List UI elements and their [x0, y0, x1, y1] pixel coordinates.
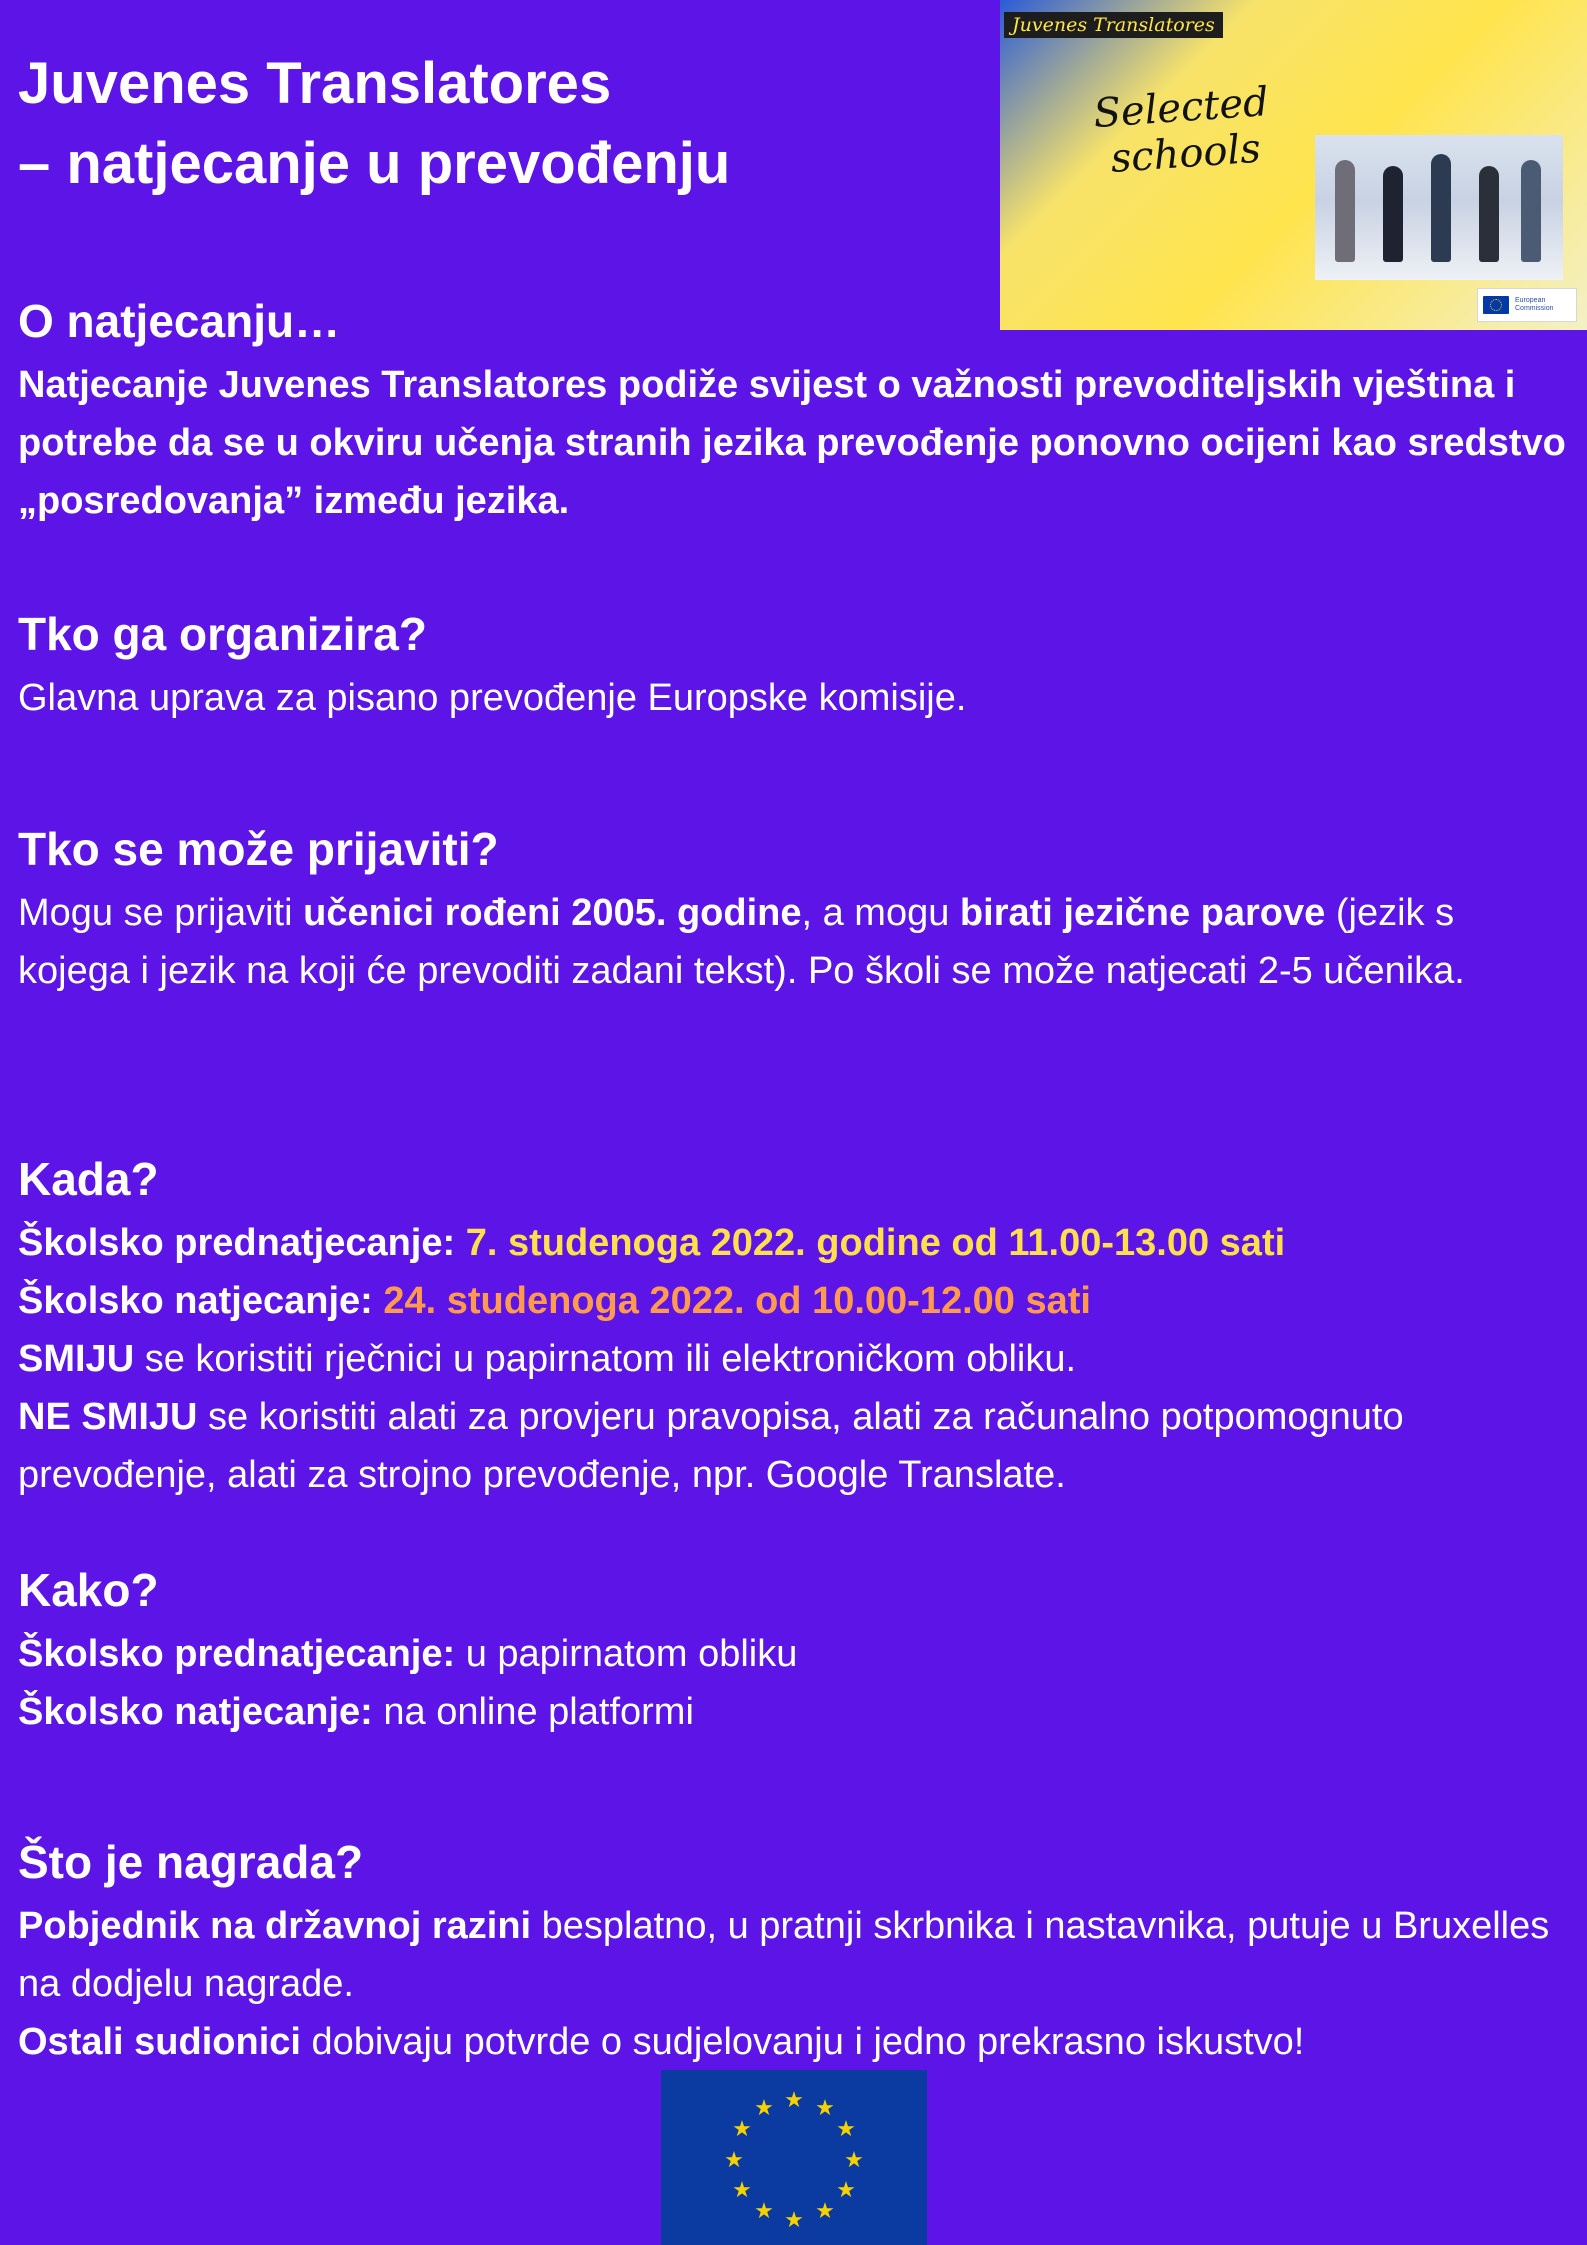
when-prednatjecanje-line	[18, 1214, 1568, 1272]
eu-star-icon: ★	[815, 2095, 835, 2120]
script-line-1: Selected	[1092, 78, 1271, 138]
how-prednatjecanje-label: Školsko prednatjecanje:	[18, 1633, 456, 1675]
when-prednatjecanje-label: Školsko prednatjecanje:	[18, 1222, 456, 1264]
about-text: Natjecanje Juvenes Translatores podiže svijest o važnosti prevoditeljskih vještina i potrebe da se u okviru učenja stranih jezika prevođenje ponovno ocijeni kao sredstvo „posredovanja” između jezika.	[18, 364, 1566, 522]
prize-section	[18, 1833, 1568, 2071]
when-section	[18, 1150, 1568, 1504]
others-line	[18, 2013, 1568, 2071]
organizer-text: Glavna uprava za pisano prevođenje Europske komisije.	[18, 677, 967, 719]
how-natjecanje-text: na online platformi	[372, 1691, 694, 1733]
not-allowed-tools-line	[18, 1388, 1568, 1504]
student-figure	[1521, 160, 1541, 262]
allowed-label: SMIJU	[18, 1338, 135, 1380]
prize-text	[18, 1897, 1568, 2071]
not-allowed-text: se koristiti alati za provjeru pravopisa, alati za računalno potpomognuto prevođenje, alati za strojno prevođenje, npr. Google Translate.	[18, 1396, 1404, 1496]
eligibility-section	[18, 820, 1568, 1000]
eu-star-icon: ★	[732, 2177, 752, 2202]
when-heading: Kada?	[18, 1153, 159, 1205]
student-figure	[1479, 166, 1499, 262]
poster-tag: Juvenes Translatores	[1004, 12, 1223, 38]
how-natjecanje-line	[18, 1683, 1568, 1741]
about-heading: O natjecanju…	[18, 295, 341, 347]
about-section	[18, 292, 1568, 530]
selected-schools-image	[1000, 0, 1587, 330]
eu-star-icon: ★	[836, 2116, 856, 2141]
eligibility-text-part-2: , a mogu	[801, 892, 960, 934]
eu-star-icon: ★	[724, 2147, 744, 2172]
student-figure	[1383, 166, 1403, 262]
eu-star-icon: ★	[784, 2207, 804, 2232]
allowed-tools-line	[18, 1330, 1568, 1388]
organizer-section	[18, 605, 1568, 727]
how-prednatjecanje-line	[18, 1625, 1568, 1683]
how-text	[18, 1625, 1568, 1741]
eligibility-highlight-1: učenici rođeni 2005. godine	[303, 892, 802, 934]
eu-star-icon: ★	[784, 2087, 804, 2112]
eligibility-text-part-1: Mogu se prijaviti	[18, 892, 304, 934]
when-natjecanje-date: 24. studenoga 2022. od 10.00-12.00 sati	[383, 1280, 1091, 1322]
eu-star-icon: ★	[844, 2147, 864, 2172]
student-figure	[1431, 154, 1451, 262]
organizer-heading: Tko ga organizira?	[18, 608, 427, 660]
winner-line	[18, 1897, 1568, 2013]
when-natjecanje-line	[18, 1272, 1568, 1330]
when-natjecanje-label: Školsko natjecanje:	[18, 1280, 373, 1322]
european-commission-text: European Commission	[1515, 297, 1554, 312]
how-natjecanje-label: Školsko natjecanje:	[18, 1691, 373, 1733]
title-line-2: – natjecanje u prevođenju	[18, 131, 731, 196]
page-title	[18, 44, 978, 204]
not-allowed-label: NE SMIJU	[18, 1396, 198, 1438]
eu-star-icon: ★	[815, 2198, 835, 2223]
eligibility-heading: Tko se može prijaviti?	[18, 823, 499, 875]
selected-schools-script	[1092, 79, 1273, 183]
eu-star-icon: ★	[732, 2116, 752, 2141]
eu-star-icon: ★	[754, 2198, 774, 2223]
how-section	[18, 1561, 1568, 1741]
title-line-1: Juvenes Translatores	[18, 51, 612, 116]
eu-star-icon: ★	[754, 2095, 774, 2120]
students-photo	[1315, 135, 1563, 280]
allowed-text: se koristiti rječnici u papirnatom ili elektroničkom obliku.	[134, 1338, 1077, 1380]
prize-heading: Što je nagrada?	[18, 1836, 364, 1888]
winner-text: besplatno, u pratnji skrbnika i nastavnika, putuje u Bruxelles na dodjelu nagrade.	[18, 1905, 1550, 2005]
others-label: Ostali sudionici	[18, 2021, 301, 2063]
when-prednatjecanje-date: 7. studenoga 2022. godine od 11.00-13.00 sati	[465, 1222, 1286, 1264]
student-figure	[1335, 160, 1355, 262]
how-prednatjecanje-text: u papirnatom obliku	[455, 1633, 798, 1675]
eu-flag-icon	[661, 2070, 927, 2245]
when-text	[18, 1214, 1568, 1504]
eligibility-highlight-2: birati jezične parove	[959, 892, 1326, 934]
winner-label: Pobjednik na državnoj razini	[18, 1905, 532, 1947]
eligibility-text	[18, 884, 1568, 1000]
eu-star-icon: ★	[836, 2177, 856, 2202]
eligibility-text-part-3: (jezik s kojega i jezik na koji će prevoditi zadani tekst). Po školi se može natjecati 2-5 učenika.	[18, 892, 1465, 992]
script-line-2: schools	[1109, 125, 1263, 183]
how-heading: Kako?	[18, 1564, 159, 1616]
others-text: dobivaju potvrde o sudjelovanju i jedno prekrasno iskustvo!	[300, 2021, 1305, 2063]
